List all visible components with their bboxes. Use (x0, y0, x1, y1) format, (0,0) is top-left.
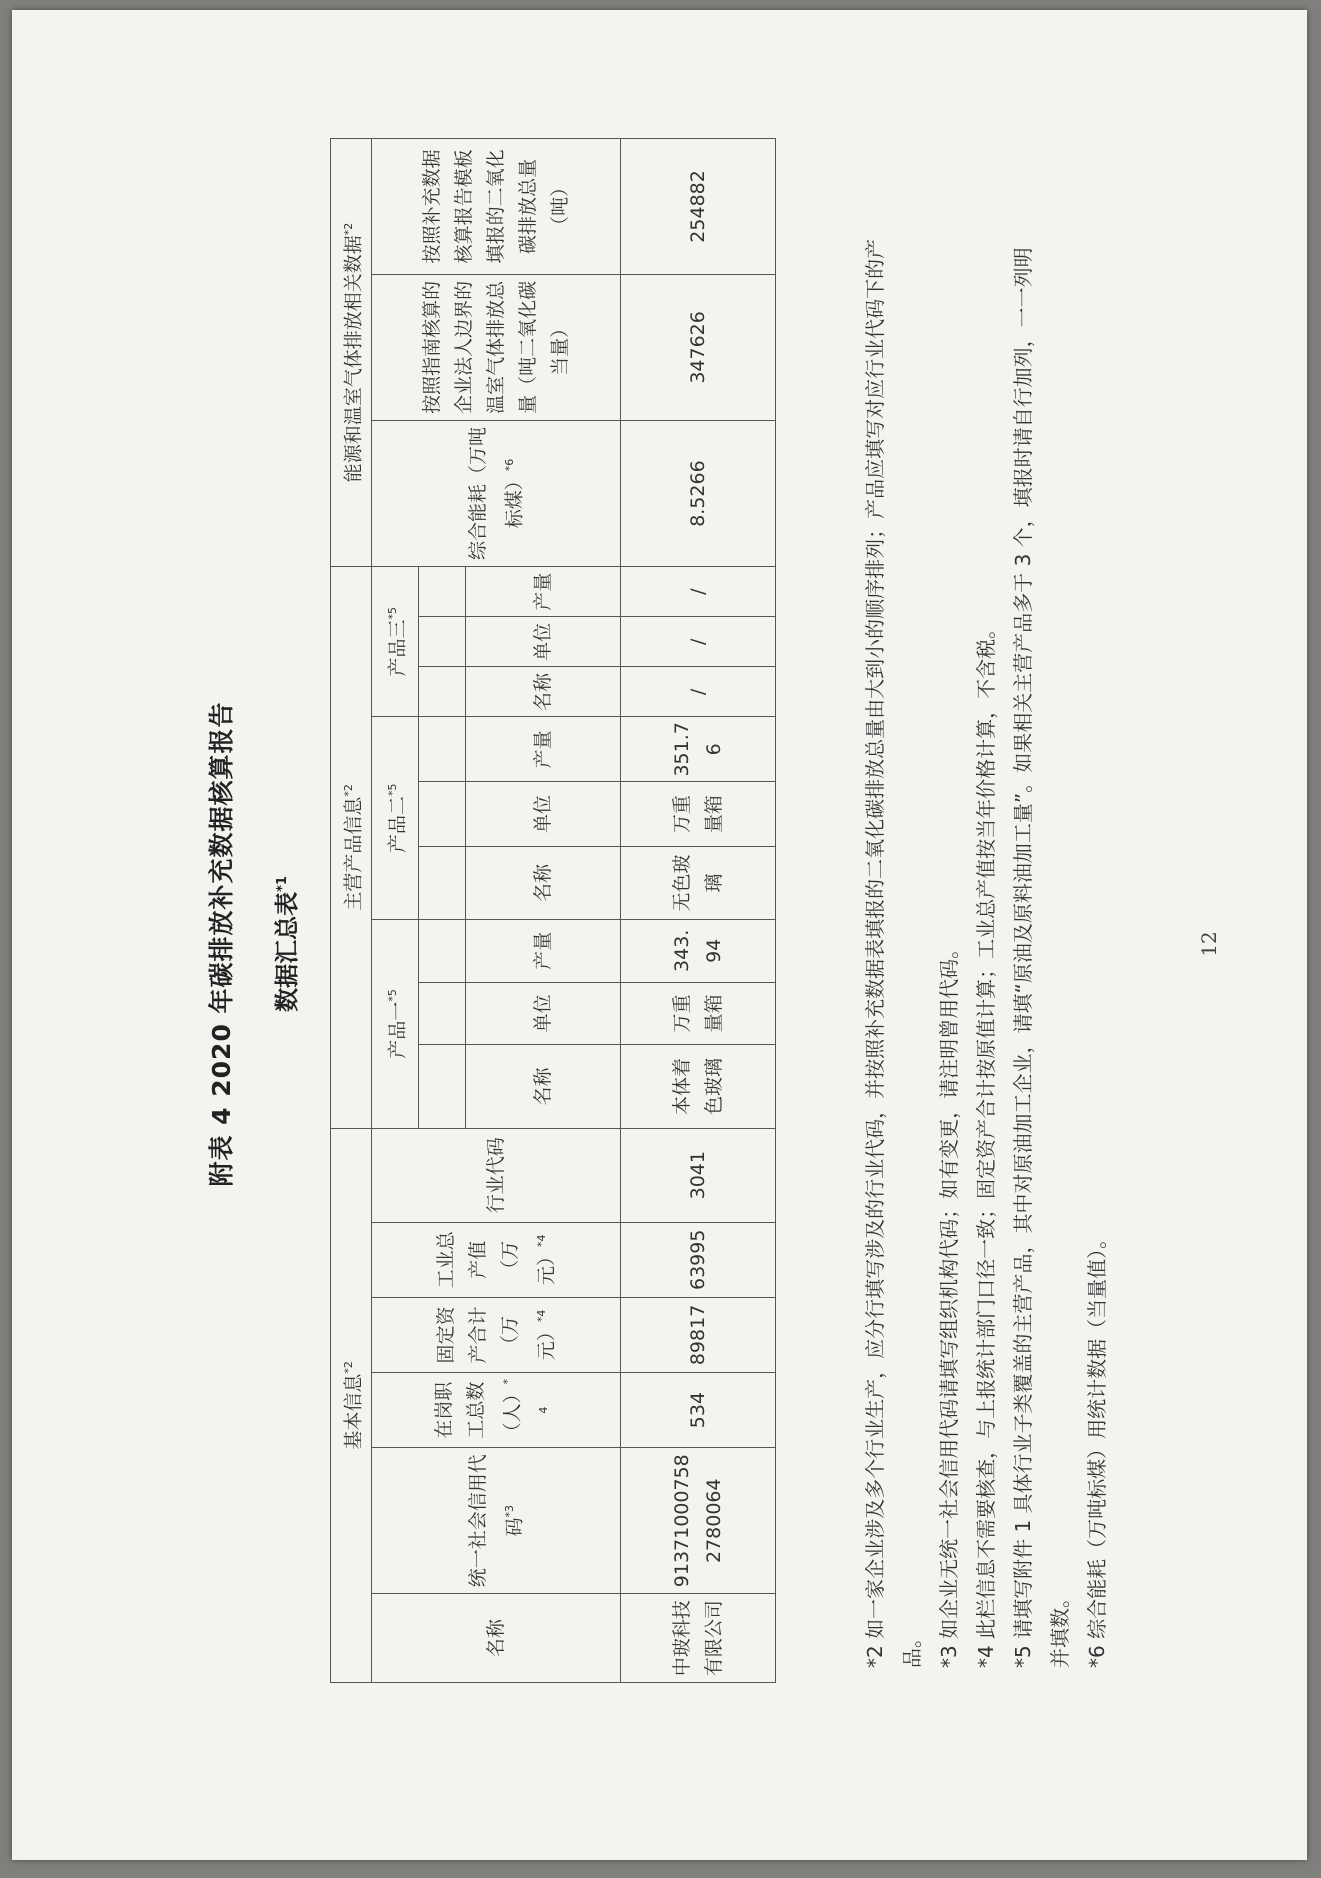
cell-p1-name: 本体着色玻璃 (621, 1045, 776, 1129)
cell-p2-output: 351.76 (621, 717, 776, 782)
header-industry-code: 行业代码 (372, 1128, 621, 1222)
header-p1-output: 产量 (466, 919, 621, 982)
cell-p3-name: / (621, 667, 776, 717)
footnote-4: *4 此栏信息不需要核查，与上报统计部门口径一致；固定资产合计按原值计算；工业总产值按当年价格计算，不含税。 (974, 618, 998, 1668)
cell-p1-output: 343.94 (621, 919, 776, 982)
group-energy-emissions: 能源和温室气体排放相关数据$^{*2}$ (331, 139, 372, 567)
cell-emission-supplement: 254882 (621, 139, 776, 275)
header-credit-code: 统一社会信用代码$^{*3}$ (372, 1448, 621, 1594)
header-product-3: 产品三$^{*5}$ (372, 567, 419, 717)
cell-p3-unit: / (621, 617, 776, 667)
group-basic-info: 基本信息$^{*2}$ (331, 1128, 372, 1682)
page-number: 12 (1197, 931, 1221, 957)
header-p2-name: 名称 (466, 846, 621, 919)
cell-emission-enterprise: 347626 (621, 274, 776, 420)
cell-p3-output: / (621, 567, 776, 617)
cell-p2-unit: 万重量箱 (621, 782, 776, 847)
footnote-2: *2 如一家企业涉及多个行业生产，应分行填写涉及的行业代码，并按照补充数据表填报的二氧化碳排放总量由大到小的顺序排列；产品应填写对应行业代码下的产品。 (863, 238, 924, 1668)
document-title: 附表 4 2020 年碳排放补充数据核算报告 (207, 701, 236, 1187)
group-main-products: 主营产品信息$^{*2}$ (331, 567, 372, 1129)
table-subtitle (267, 10, 302, 1878)
footnote-5: *5 请填写附件 1 具体行业子类覆盖的主营产品，其中对原油加工企业，请填“原油及原料油加工量”。如果相关主营产品多于 3 个，填报时请自行加列，一一列明并填数。 (1011, 247, 1072, 1668)
header-p2-unit: 单位 (466, 782, 621, 847)
cell-employees: 534 (621, 1373, 776, 1448)
header-name: 名称 (372, 1594, 621, 1683)
table-row (621, 139, 776, 1683)
header-row-products (372, 139, 419, 1683)
footnote-ref-1: *1 (275, 876, 290, 892)
footnote-6: *6 综合能耗（万吨标煤）用统计数据（当量值）。 (1085, 1228, 1109, 1668)
header-p2-output: 产量 (466, 717, 621, 782)
header-p1-unit: 单位 (466, 982, 621, 1045)
header-p3-unit: 单位 (466, 617, 621, 667)
document-page (12, 10, 1307, 1860)
rotated-page-content (12, 10, 1321, 1878)
header-output-value: 工业总产值（万元）$^{*4}$ (372, 1222, 621, 1297)
header-product-1: 产品一$^{*5}$ (372, 919, 419, 1128)
header-emission-enterprise: 按照指南核算的企业法人边界的温室气体排放总量（吨二氧化碳当量） (372, 274, 621, 420)
cell-credit-code: 913710007582780064 (621, 1448, 776, 1594)
header-row-groups (331, 139, 372, 1683)
header-p3-name: 名称 (466, 667, 621, 717)
header-p1-name: 名称 (466, 1045, 621, 1129)
header-fixed-assets: 固定资产合计（万元）$^{*4}$ (372, 1297, 621, 1372)
cell-p2-name: 无色玻璃 (621, 846, 776, 919)
header-energy: 综合能耗（万吨标煤）$^{*6}$ (372, 420, 621, 566)
summary-table (330, 138, 776, 1683)
cell-p1-unit: 万重量箱 (621, 982, 776, 1045)
cell-fixed-assets: 89817 (621, 1297, 776, 1372)
cell-company-name: 中玻科技有限公司 (621, 1594, 776, 1683)
cell-output-value: 63995 (621, 1222, 776, 1297)
header-emission-supplement: 按照补充数据核算报告模板填报的二氧化碳排放总量（吨） (372, 139, 621, 275)
footnote-3: *3 如企业无统一社会信用代码请填写组织机构代码；如有变更，请注明曾用代码。 (937, 938, 961, 1668)
header-employees: 在岗职工总数（人）$^{*4}$ (372, 1373, 621, 1448)
cell-industry-code: 3041 (621, 1128, 776, 1222)
footnotes (857, 238, 1116, 1668)
header-product-2: 产品二$^{*5}$ (372, 717, 419, 920)
cell-energy: 8.5266 (621, 420, 776, 566)
subtitle-text: 数据汇总表 (273, 891, 301, 1012)
header-p3-output: 产量 (466, 567, 621, 617)
